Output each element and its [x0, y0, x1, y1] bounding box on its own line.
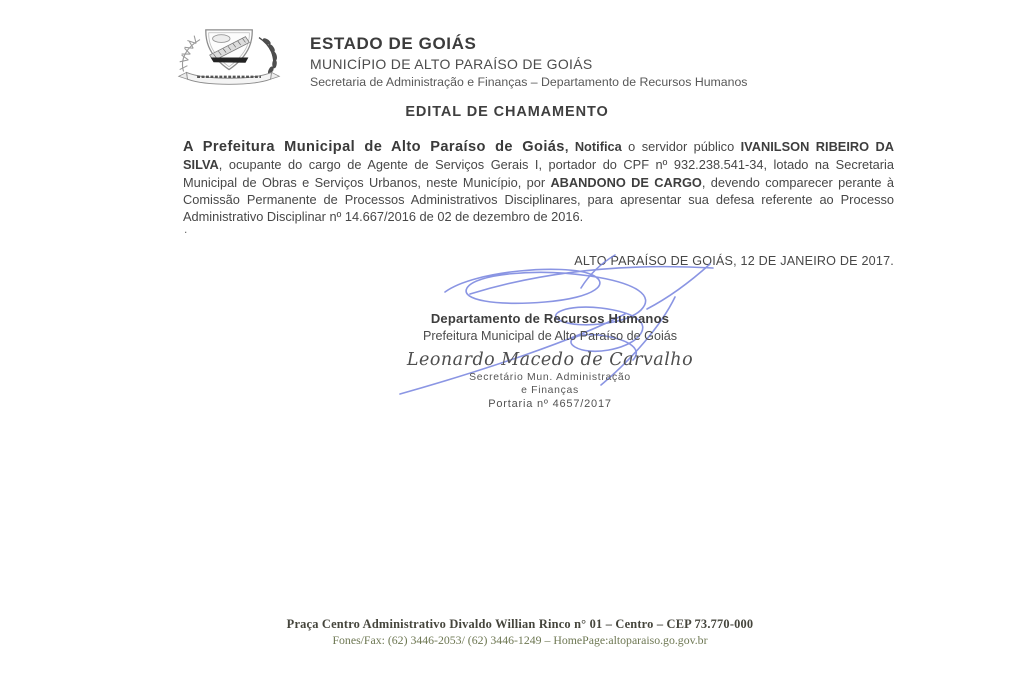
- municipality-name: MUNICÍPIO DE ALTO PARAÍSO DE GOIÁS: [310, 56, 593, 72]
- state-name: ESTADO DE GOIÁS: [310, 34, 477, 53]
- signature-department: Departamento de Recursos Humanos: [430, 311, 670, 326]
- body-paragraph: A Prefeitura Municipal de Alto Paraíso de Goiás, Notifica o servidor público IVANILSON RIBEIRO DA SILVA, ocupante do cargo de Agente de Serviços Gerais I, portador do CPF nº 932.238.541-34, lotado na Secretaria Municipal de Obras e Serviços Urbanos, neste Município, por ABANDONO DE CARGO, devendo comparecer perante à Comissão Permanente de Processos Administrativos Disciplinares, para apresentar sua defesa referente ao Processo Administrativo Disciplinar nº 14.667/2016 de 02 de dezembro de 2016.: [183, 139, 894, 225]
- footer-address: Praça Centro Administrativo Divaldo Willian Rinco n° 01 – Centro – CEP 73.770-000: [286, 617, 754, 631]
- signature-institution: Prefeitura Municipal de Alto Paraíso de Goiás: [422, 329, 678, 343]
- signer-role-line1: Secretário Mun. Administração: [469, 372, 631, 383]
- signer-role-line2: e Finanças: [521, 384, 579, 396]
- stray-mark: .: [184, 222, 188, 236]
- footer: [0, 617, 1024, 648]
- signer-name: Leonardo Macedo de Carvalho: [406, 350, 694, 370]
- letterhead: [310, 34, 747, 89]
- footer-contacts: Fones/Fax: (62) 3446-2053/ (62) 3446-1249 – HomePage:altoparaiso.go.gov.br: [332, 633, 708, 647]
- department-line: Secretaria de Administração e Finanças – Departamento de Recursos Humanos: [310, 75, 748, 89]
- coat-of-arms-icon: [166, 26, 294, 86]
- signature-block: [330, 311, 770, 410]
- signer-ordinance: Portaria nº 4657/2017: [488, 398, 612, 410]
- date-line: ALTO PARAÍSO DE GOIÁS, 12 DE JANEIRO DE 2017.: [574, 254, 894, 268]
- document-title: EDITAL DE CHAMAMENTO: [405, 104, 609, 120]
